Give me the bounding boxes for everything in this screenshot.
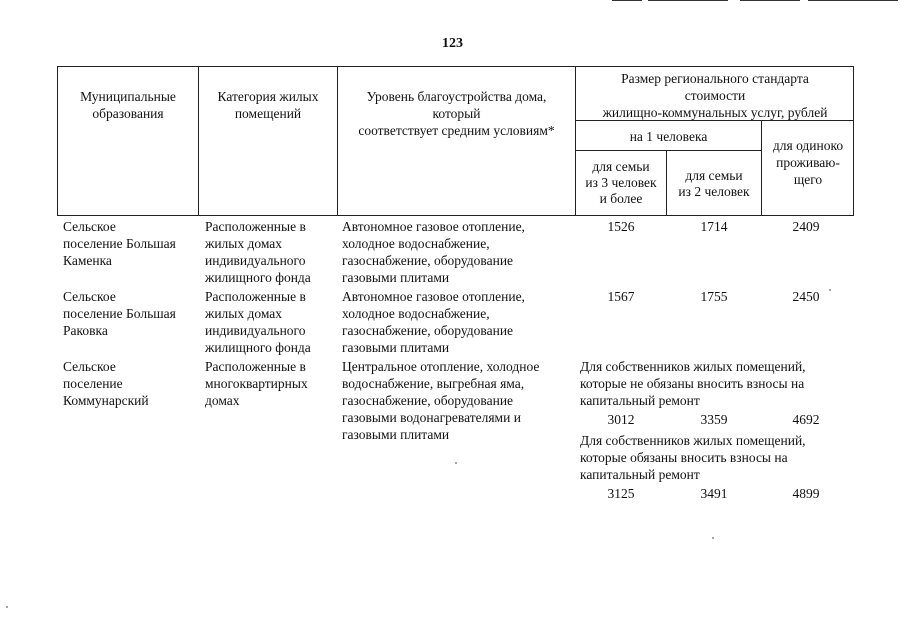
value-family3: 3125 xyxy=(607,486,635,501)
value-family3: 1526 xyxy=(607,219,635,234)
value-single: 4692 xyxy=(792,412,820,427)
header-family3: для семьи из 3 человек и более xyxy=(585,159,657,206)
header-family2: для семьи из 2 человек xyxy=(678,168,750,199)
scan-speck xyxy=(712,537,714,539)
value-family2: 3491 xyxy=(700,486,728,501)
scan-speck xyxy=(829,289,831,291)
scan-line xyxy=(740,0,800,1)
value-family2: 3359 xyxy=(700,412,728,427)
scan-line xyxy=(808,0,898,1)
value-single: 2409 xyxy=(792,219,820,234)
row-municipality: Сельское поселение Большая Раковка xyxy=(63,289,176,338)
scan-speck xyxy=(6,606,8,608)
header-category: Категория жилых помещений xyxy=(217,89,319,121)
row-category: Расположенные в жилых домах индивидуального жилищного фонда xyxy=(205,289,311,355)
row-level: Автономное газовое отопление, холодное водоснабжение, газоснабжение, оборудование газовыми плитами xyxy=(342,289,525,355)
header-single: для одиноко проживаю- щего xyxy=(772,138,844,187)
subgroup-note: Для собственников жилых помещений, которые обязаны вносить взносы на капитальный ремонт xyxy=(580,433,806,482)
value-single: 2450 xyxy=(792,289,820,304)
row-level: Центральное отопление, холодное водоснабжение, выгребная яма, газоснабжение, оборудование газовыми водонагревателями и газовыми плитами xyxy=(342,359,540,442)
scan-speck xyxy=(455,462,457,464)
row-category: Расположенные в жилых домах индивидуального жилищного фонда xyxy=(205,219,311,285)
scan-line xyxy=(612,0,642,1)
row-category: Расположенные в многоквартирных домах xyxy=(205,359,308,408)
row-municipality: Сельское поселение Большая Каменка xyxy=(63,219,176,268)
value-family3: 3012 xyxy=(607,412,635,427)
value-family3: 1567 xyxy=(607,289,635,304)
value-family2: 1714 xyxy=(700,219,728,234)
header-municipality: Муниципальные образования xyxy=(80,89,176,121)
subgroup-note: Для собственников жилых помещений, которые не обязаны вносить взносы на капитальный ремонт xyxy=(580,359,806,408)
header-per-person: на 1 человека xyxy=(629,129,708,144)
value-single: 4899 xyxy=(792,486,820,501)
header-level: Уровень благоустройства дома, который соответствует средним условиям* xyxy=(358,89,555,138)
row-municipality: Сельское поселение Коммунарский xyxy=(63,359,149,408)
page-number: 123 xyxy=(442,36,463,51)
scan-line xyxy=(648,0,728,1)
header-standard: Размер регионального стандарта стоимости жилищно-коммунальных услуг, рублей xyxy=(602,71,828,120)
value-family2: 1755 xyxy=(700,289,728,304)
row-level: Автономное газовое отопление, холодное водоснабжение, газоснабжение, оборудование газовыми плитами xyxy=(342,219,525,285)
